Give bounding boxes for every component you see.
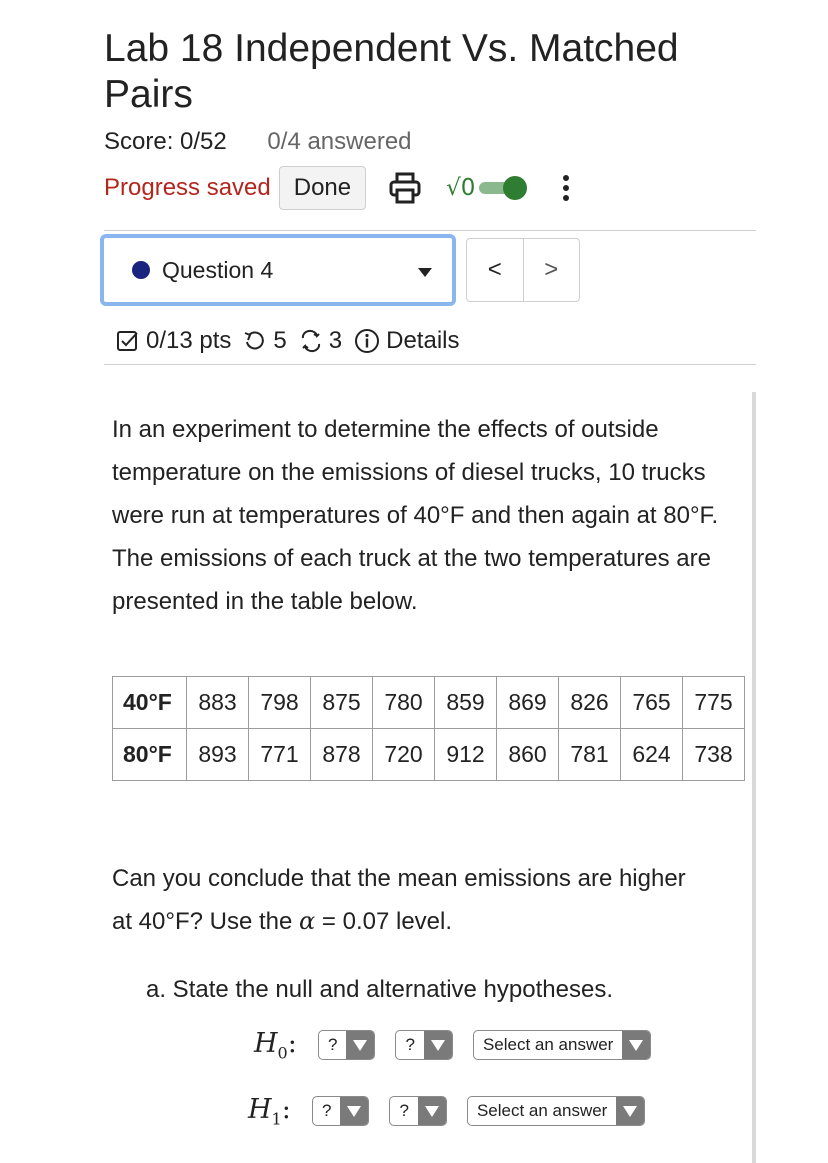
- h1-answer-select[interactable]: Select an answer: [467, 1096, 645, 1126]
- table-cell: 859: [435, 677, 497, 729]
- status-toolbar: [104, 166, 569, 210]
- question-status-dot: [132, 261, 150, 279]
- table-cell: 720: [373, 729, 435, 781]
- table-cell: 780: [373, 677, 435, 729]
- table-cell: 893: [187, 729, 249, 781]
- row-header-40f: 40°F: [113, 677, 187, 729]
- done-button[interactable]: Done: [279, 166, 366, 210]
- h1-operator-select[interactable]: ?: [389, 1096, 446, 1126]
- progress-saved-status: Progress saved: [104, 174, 271, 201]
- h1-label: $H_1$:: [248, 1093, 291, 1129]
- table-cell: 771: [249, 729, 311, 781]
- problem-question: [112, 858, 752, 943]
- table-cell: 781: [559, 729, 621, 781]
- details-link[interactable]: Details: [386, 327, 460, 354]
- answered-count: 0/4 answered: [267, 128, 412, 155]
- table-cell: 826: [559, 677, 621, 729]
- table-cell: 765: [621, 677, 683, 729]
- checkbox-icon: [116, 329, 140, 353]
- attempts-count: 3: [328, 327, 343, 354]
- part-a-prompt: a. State the null and alternative hypotheses.: [146, 976, 613, 1003]
- next-question-button[interactable]: >: [523, 239, 580, 301]
- table-cell: 775: [683, 677, 745, 729]
- h1-row: [248, 1094, 665, 1128]
- table-cell: 878: [311, 729, 373, 781]
- question-nav: [466, 238, 580, 302]
- score-line: [104, 128, 412, 156]
- emissions-table: [112, 676, 745, 781]
- table-cell: 869: [497, 677, 559, 729]
- more-options-icon[interactable]: [563, 175, 569, 201]
- question-meta: [116, 322, 459, 360]
- table-cell: 738: [683, 729, 745, 781]
- h0-label: $H_0$:: [254, 1027, 297, 1063]
- question-line-1: Can you conclude that the mean emissions are higher: [112, 865, 686, 892]
- points-text: 0/13 pts: [146, 327, 232, 354]
- math-toggle-switch[interactable]: [479, 176, 527, 200]
- h0-answer-select[interactable]: Select an answer: [473, 1030, 651, 1060]
- math-input-toggle-label: √0: [446, 175, 476, 201]
- table-cell: 912: [435, 729, 497, 781]
- h0-operator-select[interactable]: ?: [395, 1030, 452, 1060]
- problem-intro: In an experiment to determine the effects of outside temperature on the emissions of diesel trucks, 10 trucks were run at temperatures of 40°F and then again at 80°F. The emissions of each truck at the two temperatures are presented in the table below.: [112, 416, 719, 615]
- table-cell: 624: [621, 729, 683, 781]
- meta-divider: [104, 364, 756, 365]
- question-select[interactable]: [100, 234, 456, 306]
- alpha-symbol: α: [299, 907, 316, 935]
- table-cell: 860: [497, 729, 559, 781]
- caret-down-icon: [418, 268, 432, 277]
- attempts-icon: [299, 329, 323, 353]
- info-icon[interactable]: [354, 328, 380, 354]
- retries-count: 5: [273, 327, 287, 354]
- page-title: Lab 18 Independent Vs. Matched Pairs: [104, 27, 679, 116]
- h0-parameter-select[interactable]: ?: [318, 1030, 375, 1060]
- score-text: Score: 0/52: [104, 128, 227, 155]
- row-header-80f: 80°F: [113, 729, 187, 781]
- h1-parameter-select[interactable]: ?: [312, 1096, 369, 1126]
- question-line-3: = 0.07 level.: [315, 908, 453, 935]
- table-cell: 883: [187, 677, 249, 729]
- question-select-label: Question 4: [162, 256, 274, 283]
- table-row: [113, 729, 745, 781]
- question-line-2: at 40°F? Use the: [112, 908, 300, 935]
- print-icon[interactable]: [388, 171, 422, 205]
- retry-icon: [243, 329, 267, 353]
- table-cell: 798: [249, 677, 311, 729]
- scroll-edge-shadow: [752, 392, 756, 1163]
- header-divider: [104, 230, 756, 231]
- previous-question-button[interactable]: <: [487, 256, 502, 283]
- table-row: [113, 677, 745, 729]
- table-cell: 875: [311, 677, 373, 729]
- h0-row: [254, 1028, 671, 1062]
